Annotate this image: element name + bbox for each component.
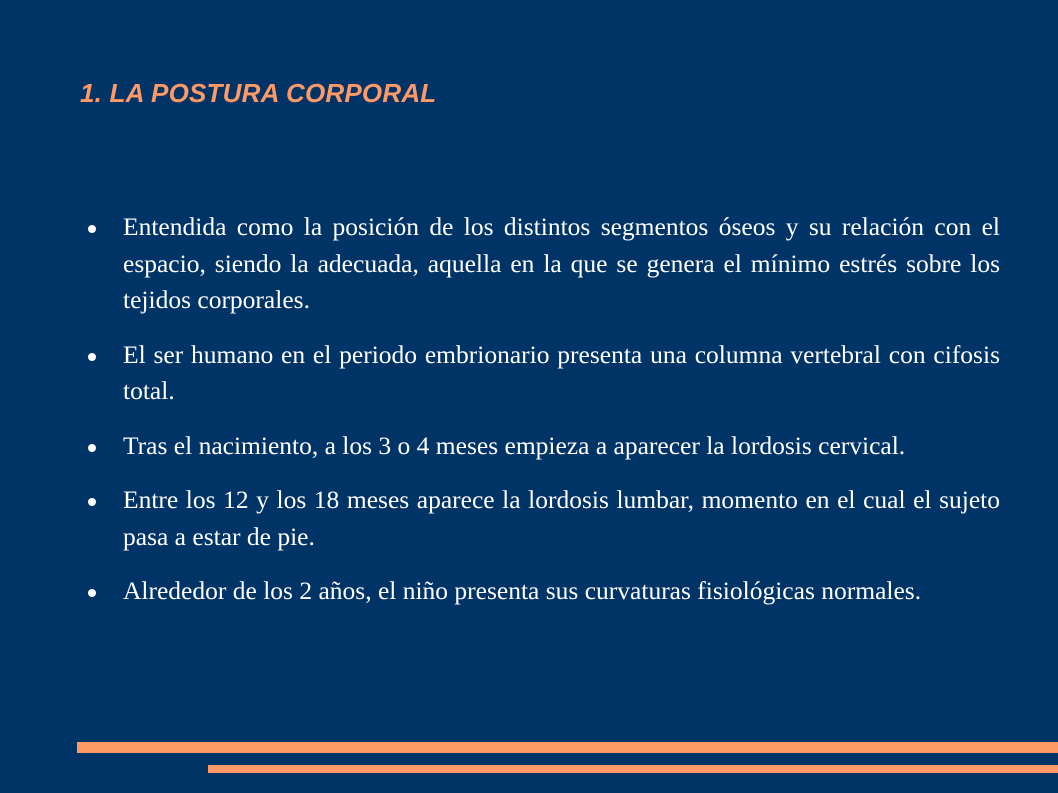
decorative-bar-top: [77, 742, 1058, 753]
bullet-item: [88, 428, 1000, 465]
bullet-dot-icon: [88, 353, 96, 361]
bullet-dot-icon: [88, 225, 96, 233]
bullet-dot-icon: [88, 444, 96, 452]
bullet-item: [88, 337, 1000, 410]
bullet-item: [88, 482, 1000, 555]
bullet-item: [88, 209, 1000, 319]
bullet-dot-icon: [88, 589, 96, 597]
bullet-dot-icon: [88, 498, 96, 506]
bullet-text: Entre los 12 y los 18 meses aparece la lordosis lumbar, momento en el cual el sujeto pasa a estar de pie.: [123, 485, 1000, 551]
bullet-text: Tras el nacimiento, a los 3 o 4 meses empieza a aparecer la lordosis cervical.: [123, 430, 906, 460]
decorative-bar-bottom: [208, 765, 1058, 773]
bullet-text: El ser humano en el periodo embrionario presenta una columna vertebral con cifosis total.: [123, 339, 1000, 405]
bullet-list: [88, 209, 1000, 628]
bullet-text: Alrededor de los 2 años, el niño presenta sus curvaturas fisiológicas normales.: [123, 576, 922, 605]
bullet-item: [88, 573, 1000, 610]
slide-title: 1. LA POSTURA CORPORAL: [80, 78, 437, 108]
bullet-text: Entendida como la posición de los distintos segmentos óseos y su relación con el espacio, siendo la adecuada, aquella en la que se genera el mínimo estrés sobre los tejidos corporales.: [123, 212, 1000, 314]
